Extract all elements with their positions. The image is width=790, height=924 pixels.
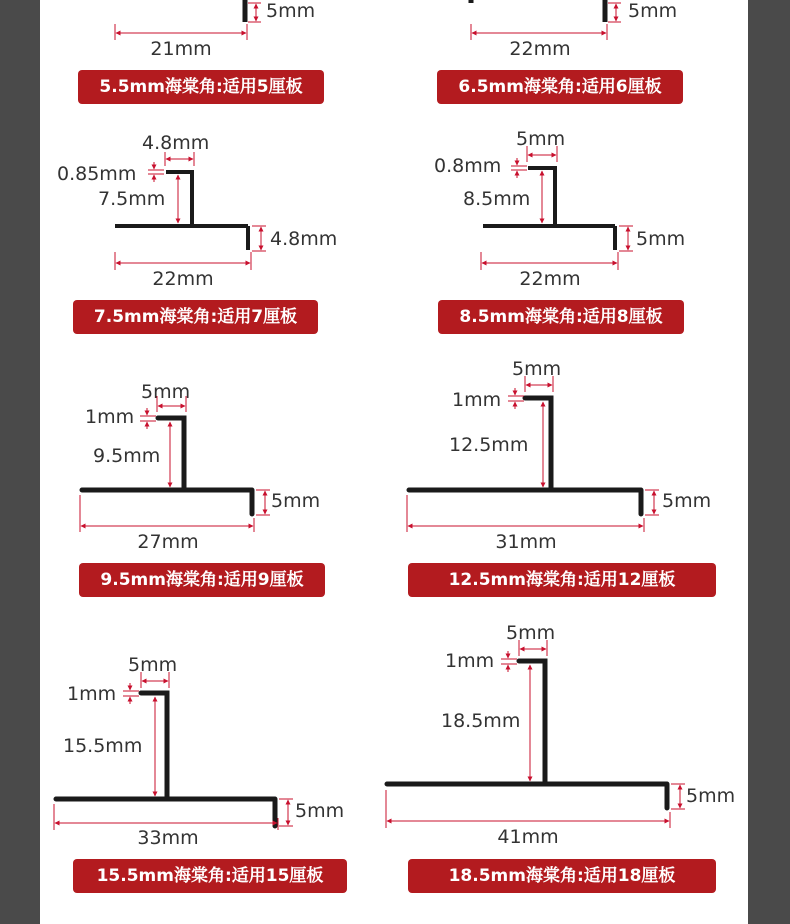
width-label-p7: 22mm bbox=[152, 268, 214, 290]
width-label-p9: 27mm bbox=[137, 531, 199, 553]
dim-lip-width-p18 bbox=[506, 622, 555, 656]
profile-group-p9 bbox=[80, 381, 320, 553]
dim-lip-thickness-p12 bbox=[452, 388, 524, 411]
leg-label-p12: 5mm bbox=[662, 490, 712, 512]
lip-width-label-p9: 5mm bbox=[141, 381, 191, 403]
profile-group-p7 bbox=[57, 132, 337, 290]
dim-lip-width-p7 bbox=[142, 132, 209, 166]
dim-lip-width-p9 bbox=[141, 381, 190, 412]
leg-label-p8: 5mm bbox=[636, 228, 686, 250]
dim-lip-width-p15 bbox=[128, 654, 177, 688]
dim-lip-thickness-p7 bbox=[57, 162, 164, 185]
height-label-p12: 12.5mm bbox=[449, 434, 529, 456]
dim-width-p7 bbox=[115, 252, 251, 290]
lip-width-label-p15: 5mm bbox=[128, 654, 178, 676]
profile-group-p18 bbox=[386, 622, 735, 848]
lip-thickness-label-p18: 1mm bbox=[445, 650, 495, 672]
lip-thickness-label-p7: 0.85mm bbox=[57, 163, 137, 185]
dim-width-p12 bbox=[407, 495, 644, 553]
leg-label-p15: 5mm bbox=[295, 800, 345, 822]
dim-height-p15 bbox=[63, 697, 155, 796]
dim-lip-thickness-p9 bbox=[85, 406, 156, 429]
dim-leg-p12 bbox=[645, 490, 711, 515]
dim-lip-thickness-p15 bbox=[67, 683, 139, 705]
leg-label-p5: 5mm bbox=[266, 0, 316, 22]
lip-thickness-label-p8: 0.8mm bbox=[434, 155, 502, 177]
lip-width-label-p18: 5mm bbox=[506, 622, 556, 644]
dim-leg-p9 bbox=[256, 490, 320, 515]
width-label-p15: 33mm bbox=[137, 827, 199, 849]
dim-lip-width-p8 bbox=[516, 128, 565, 162]
leg-label-p18: 5mm bbox=[686, 785, 736, 807]
width-label-p18: 41mm bbox=[497, 826, 559, 848]
dim-lip-width-p12 bbox=[512, 358, 561, 392]
profile-p12 bbox=[409, 398, 641, 514]
title-badge-p18: 18.5mm海棠角:适用18厘板 bbox=[408, 859, 716, 893]
dim-height-p9 bbox=[93, 422, 170, 487]
title-badge-p6: 6.5mm海棠角:适用6厘板 bbox=[437, 70, 683, 104]
dim-width-p9 bbox=[80, 495, 254, 553]
height-label-p9: 9.5mm bbox=[93, 445, 161, 467]
lip-thickness-label-p15: 1mm bbox=[67, 683, 117, 705]
dim-leg-p5 bbox=[248, 0, 315, 22]
height-label-p7: 7.5mm bbox=[98, 188, 166, 210]
dim-width-p6 bbox=[471, 24, 607, 60]
profiles-diagram bbox=[40, 0, 748, 924]
lip-width-label-p7: 4.8mm bbox=[142, 132, 210, 154]
dim-leg-p18 bbox=[671, 784, 735, 809]
dim-leg-p15 bbox=[279, 799, 344, 826]
lip-thickness-label-p9: 1mm bbox=[85, 406, 135, 428]
lip-width-label-p12: 5mm bbox=[512, 358, 562, 380]
dim-height-p12 bbox=[449, 402, 543, 487]
height-label-p15: 15.5mm bbox=[63, 735, 143, 757]
dim-width-p5 bbox=[115, 24, 247, 60]
width-label-p6: 22mm bbox=[509, 38, 571, 60]
dim-lip-thickness-p8 bbox=[434, 155, 527, 178]
lip-width-label-p8: 5mm bbox=[516, 128, 566, 150]
dim-leg-p8 bbox=[619, 226, 685, 251]
profile-p15 bbox=[56, 693, 275, 826]
leg-label-p9: 5mm bbox=[271, 490, 321, 512]
dim-width-p8 bbox=[481, 252, 618, 290]
lip-thickness-label-p12: 1mm bbox=[452, 389, 502, 411]
dim-leg-p6 bbox=[608, 0, 677, 22]
title-badge-p15: 15.5mm海棠角:适用15厘板 bbox=[73, 859, 347, 893]
width-label-p5: 21mm bbox=[150, 38, 212, 60]
dim-width-p15 bbox=[54, 804, 278, 849]
width-label-p12: 31mm bbox=[495, 531, 557, 553]
height-label-p8: 8.5mm bbox=[463, 188, 531, 210]
dim-height-p8 bbox=[463, 171, 542, 223]
profile-group-p8 bbox=[434, 128, 685, 290]
title-badge-p7: 7.5mm海棠角:适用7厘板 bbox=[73, 300, 318, 334]
profile-p6 bbox=[471, 0, 605, 22]
title-badge-p12: 12.5mm海棠角:适用12厘板 bbox=[408, 563, 716, 597]
dim-height-p18 bbox=[441, 665, 530, 781]
profile-group-p6 bbox=[471, 0, 677, 60]
leg-label-p6: 5mm bbox=[628, 0, 678, 22]
height-label-p18: 18.5mm bbox=[441, 710, 521, 732]
profile-group-p12 bbox=[407, 358, 711, 553]
profile-group-p15 bbox=[54, 654, 344, 849]
title-badge-p9: 9.5mm海棠角:适用9厘板 bbox=[79, 563, 325, 597]
width-label-p8: 22mm bbox=[519, 268, 581, 290]
dim-leg-p7 bbox=[252, 226, 337, 251]
dim-width-p18 bbox=[386, 790, 670, 848]
title-badge-p8: 8.5mm海棠角:适用8厘板 bbox=[438, 300, 684, 334]
dim-lip-thickness-p18 bbox=[445, 650, 517, 672]
leg-label-p7: 4.8mm bbox=[270, 228, 338, 250]
product-sheet bbox=[40, 0, 748, 924]
profile-p18 bbox=[387, 661, 667, 808]
profile-group-p5 bbox=[115, 0, 315, 60]
title-badge-p5: 5.5mm海棠角:适用5厘板 bbox=[78, 70, 324, 104]
